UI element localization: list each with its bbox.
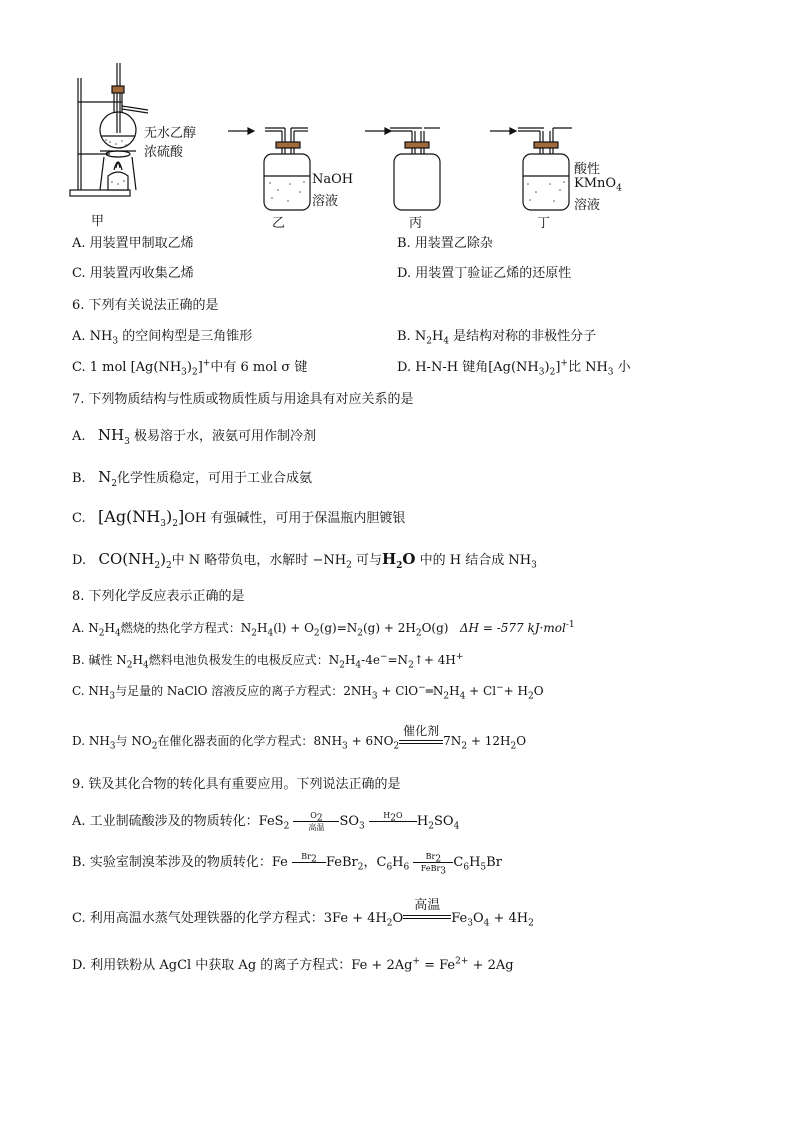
reagent-kmno4: KMnO$_4$ [574,176,622,194]
q7-option-c: C. $[Ag(NH_3)_2]OH$ 有强碱性，可用于保温瓶内胆镀银 [72,507,406,530]
q8-option-d: D. $NH_3$与 $NO_2$在催化器表面的化学方程式：$8NH_3 + 6NO_2$ 催化剂 $7N_2 + 12H_2O$ [72,724,527,751]
q5-option-c: C. 用装置丙收集乙烯 [72,266,194,281]
reagent-solution-ding: 溶液 [574,198,601,213]
q8-stem: 8. 下列化学反应表示正确的是 [72,589,245,604]
q9-option-c: C. 利用高温水蒸气处理铁器的化学方程式：$3Fe + 4H_2O$ 高温 $Fe_3O_4 + 4H_2$ [72,898,534,929]
q9-option-a: A. 工业制硫酸涉及的物质转化：FeS$_2$ $O_2$ 高温 $SO_3$ $H_2O$ $H_2SO_4$ [72,811,460,832]
label-yi: 乙 [272,216,286,231]
q6-option-b: B. $N_2H_4$ 是结构对称的非极性分子 [397,329,597,347]
label-bing: 丙 [409,216,423,231]
q6-stem: 6. 下列有关说法正确的是 [72,298,219,313]
q5-option-a: A. 用装置甲制取乙烯 [72,236,194,251]
q7-option-b: B. $N_2$化学性质稳定，可用于工业合成氨 [72,468,312,489]
reagent-ethanol: 无水乙醇 [144,126,197,141]
reagent-naoh: NaOH [312,172,354,187]
q6-option-a: A. $NH_3$ 的空间构型是三角锥形 [72,329,253,347]
q7-stem: 7. 下列物质结构与性质或物质性质与用途具有对应关系的是 [72,392,414,407]
q8-option-c: C. $NH_3$与足量的 NaClO 溶液反应的离子方程式：$2NH_3$ + $ClO^-═N_2H_4 + Cl^-+ H_2O$ [72,683,544,702]
q8-option-a: A. $N_2H_4$燃烧的热化学方程式：$N_2H_4(l) + O_2(g)=N_2(g) + 2H_2O(g) \Delta H = -577$ kJ·mol$^{-1}$ [72,620,575,639]
q7-option-a: A. $NH_3$ 极易溶于水，液氨可用作制冷剂 [72,426,317,447]
q5-option-d: D. 用装置丁验证乙烯的还原性 [397,266,572,281]
label-ding: 丁 [537,216,551,231]
q6-option-d: D. H-N-H 键角$[Ag(NH_3)_2]^+$比 $NH_3$ 小 [397,358,631,378]
q7-option-d: D. $CO(NH_2)_2$中 N 略带负电，水解时 $-NH_2$ 可与$H_2O$ 中的 H 结合成 $NH_3$ [72,550,537,571]
reagent-acidic: 酸性 [574,162,601,177]
label-jia: 甲 [91,214,105,229]
reagent-solution-yi: 溶液 [312,194,339,209]
q6-option-c: C. 1 mol $[Ag(NH_3)_2]^+$中有 6 mol σ 键 [72,358,308,378]
q9-option-b: B. 实验室制溴苯涉及的物质转化：Fe $Br_2$ FeBr$_2$，$C_6H_6$ $Br_2$ FeBr$_3$ $C_6H_5Br$ [72,852,502,877]
q9-option-d: D. 利用铁粉从 AgCl 中获取 Ag 的离子方程式：$Fe + 2Ag^+ = Fe^{2+} + 2Ag$ [72,956,514,973]
q5-option-b: B. 用装置乙除杂 [397,236,493,251]
q8-option-b: B. 碱性 $N_2H_4$燃料电池负极发生的电极反应式：$N_2H_4-4e^-=N_2↑+ 4H^+$ [72,652,464,671]
reagent-sulfuric-acid: 浓硫酸 [144,145,184,160]
q9-stem: 9. 铁及其化合物的转化具有重要应用。下列说法正确的是 [72,777,401,792]
